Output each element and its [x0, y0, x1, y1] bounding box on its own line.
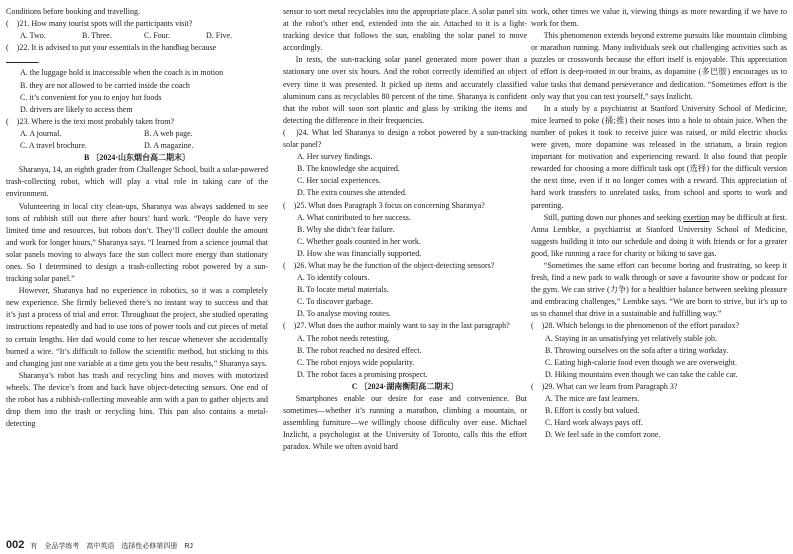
question-27-stem: ( )27. What does the author mainly want to say in the last paragraph? [283, 321, 510, 331]
question-25-stem: ( )25. What does Paragraph 3 focus on concerning Sharanya? [283, 200, 485, 210]
option-21-c[interactable]: C. Four. [144, 31, 171, 41]
page-footer [6, 539, 193, 551]
option-24-b[interactable]: B. The knowledge she acquired. [297, 164, 400, 174]
question-28-stem: ( )28. Which belongs to the phenomenon of the effort paradox? [531, 321, 740, 331]
question-23-options-row2 [6, 140, 268, 152]
option-25-c[interactable]: C. Whether goals counted in her work. [297, 236, 421, 246]
passage-c-paragraph-2: This phenomenon extends beyond extreme pursuits like mountain climbing or marathon running. Many individuals seek out challenging activities such as puzzles or crosswords because the effort itself is enjoyable. This appreciation of effort is deep-rooted in our brains, as dopamine (多巴胺) encourages us to value tasks that demand perseverance and dedication. “Sometimes effort is the only way that you can test yourself,” says Inzlicht. [531, 31, 787, 101]
passage-c-paragraph-3: In a study by a psychiatrist at Stanford University School of Medicine, mice learned to poke (捅;推) their noses into a hole to obtain juice. When the number of pokes it took to receive juice was raised, or mild electric shocks were given, more dopamine was released in the striatum, a brain region important for motivation and experiencing reward. It also found that people rewarded for choosing a more difficult task opt (选择) for the difficult version the next time, even if it no longer comes with a reward. This appreciation of hard work transfers to unrelated tasks, from school and sports to work and parenting. [531, 103, 787, 210]
option-29-b[interactable]: B. Effort is costly but valued. [545, 406, 640, 416]
option-29-d[interactable]: D. We feel safe in the comfort zone. [545, 430, 661, 440]
option-21-d[interactable]: D. Five. [206, 31, 232, 41]
question-23-stem: ( )23. Where is the text most probably taken from? [6, 116, 175, 126]
option-24-a[interactable]: A. Her survey findings. [297, 152, 373, 162]
option-21-b[interactable]: B. Three. [82, 31, 112, 41]
option-26-b[interactable]: B. To locate metal materials. [297, 285, 389, 295]
footer-text: 有 全品学练考 高中英语 选择性必修第四册 RJ [30, 543, 193, 550]
section-b-heading: B 〔2024·山东烟台高二期末〕 [83, 153, 190, 163]
section-c-heading: C 〔2024·湖南衡阳高二期末〕 [351, 381, 459, 391]
option-26-a[interactable]: A. To identify colours. [297, 273, 370, 283]
option-27-c[interactable]: C. The robot enjoys wide popularity. [297, 357, 415, 367]
option-25-d[interactable]: D. How she was financially supported. [297, 248, 422, 258]
passage-b-paragraph-3: However, Sharanya had no experience in robotics, so it was a completely new experience. She firmly believed there’s no instant way to success and that it’s just a process of trial and error. Throughout the project, she studied operating instructions repeatedly and had to use tons of power tools and cut pieces of metal to certain lengths. Her dad would come to her rescue whenever she accidentally burned a wire. “It’s difficult to follow the scientific method, but sticking to this and changing just one variable at a time gets you the best results,” Sharanya says. [6, 286, 268, 368]
option-24-d[interactable]: D. The extra courses she attended. [297, 188, 407, 198]
option-22-c[interactable]: C. it’s convenient for you to enjoy hot foods [20, 92, 162, 102]
passage-c-paragraph-5: “Sometimes the same effort can become boring and frustrating, so keep it fresh, find a new park to walk through or save a favourite show or podcast for the gym. We can strive (力争) for a healthier balance between seeking pleasure and embracing challenges,” Lembke says. “We are born to strive, but it’s up to us to channel that drive in a sustainable and fulfilling way.” [531, 260, 787, 319]
option-28-a[interactable]: A. Staying in an unsatisfying yet relatively stable job. [545, 333, 717, 343]
option-23-d[interactable]: D. A magazine. [144, 141, 194, 151]
question-24-stem: ( )24. What led Sharanya to design a robot powered by a sun-tracking solar panel? [283, 127, 527, 150]
passage-b-paragraph-4: Sharanya’s robot has trash and recycling bins and moves with motorized wheels. The device’s front and back have object-detecting sensors. One end of the robot has a rubbish-collecting moveable arm with a pan to gather objects and drop them into the trash or recycling bins. This pan also contains a metal-detecting [6, 370, 268, 429]
option-22-d[interactable]: D. drivers are likely to access them [20, 104, 133, 114]
passage-c-paragraph-1: Smartphones enable our desire for ease and convenience. But sometimes—whether it’s running a marathon, climbing a mountain, or assembling furniture—we willingly choose difficulty over ease. Michael Inzlicht, a psychologist at the University of Toronto, calls this the effort paradox. While we often avoid hard [283, 394, 527, 452]
option-27-d[interactable]: D. The robot faces a promising prospect. [297, 369, 428, 379]
passage-b-paragraph-2: Volunteering in local city clean-ups, Sharanya was always saddened to see tons of rubbish still out there after hours’ hard work. “People do have very limited time and resources, but robots don’t. They’ll collect double the amount and work for longer hours,” Sharanya says. “I learned from a science journal that solar panels moving to always face the sun collect more energy than stationary ones. So I determined to design a trash-collecting robot powered by a sun-tracking solar panel.” [6, 201, 268, 284]
option-26-c[interactable]: C. To discover garbage. [297, 297, 373, 307]
column-right [531, 6, 787, 441]
option-25-b[interactable]: B. Why she didn’t fear failure. [297, 224, 395, 234]
option-23-c[interactable]: C. A travel brochure. [20, 141, 87, 151]
passage-c-paragraph-4: Still, putting down our phones and seeking exertion may be difficult at first. Anna Lembke, a psychiatrist at Stanford University School of Medicine, suggests building it into our schedule and doing it with friends or for a greater good, like running a race for charity or biking to save gas. [531, 212, 788, 258]
option-25-a[interactable]: A. What contributed to her success. [297, 212, 411, 222]
option-21-a[interactable]: A. Two. [20, 31, 46, 41]
page-number: 002 [6, 539, 25, 551]
option-22-b[interactable]: B. they are not allowed to be carried inside the coach [20, 80, 190, 90]
passage-b-paragraph-1: Sharanya, 14, an eighth grader from Challenger School, built a solar-powered trash-collecting robot, which will play a vital role in taking care of the environment. [6, 165, 268, 199]
option-28-b[interactable]: B. Throwing ourselves on the sofa after a tiring workday. [545, 345, 729, 355]
option-26-d[interactable]: D. To analyse moving routes. [297, 309, 391, 319]
column-middle [283, 6, 527, 453]
option-22-a[interactable]: A. the luggage hold is inaccessible when the coach is in motion [20, 68, 224, 78]
option-24-c[interactable]: C. Her social experiences. [297, 176, 381, 186]
option-28-d[interactable]: D. Hiking mountains even though we can take the cable car. [545, 369, 738, 379]
option-23-a[interactable]: A. A journal. [20, 128, 62, 138]
answer-blank [6, 54, 38, 63]
underlined-word-exertion: exertion [683, 212, 710, 222]
passage-a-tail: Conditions before booking and travelling. [6, 7, 140, 16]
passage-b-paragraph-5: In tests, the sun-tracking solar panel generated more power than a stationary one over six hours. And the robot correctly identified an object every time it was presented. It picked up items and accurately classified aluminum cans as recyclables 80 percent of the time. Sharanya is confident that the robot will soon sort plastic and glass by striking the items and detecting the difference in their frequencies. [283, 55, 527, 125]
question-23-options-row1 [6, 128, 268, 140]
option-23-b[interactable]: B. A web page. [144, 128, 193, 138]
option-29-a[interactable]: A. The mice are fast learners. [545, 394, 640, 403]
question-29-stem: ( )29. What can we learn from Paragraph 3? [531, 381, 678, 391]
option-29-c[interactable]: C. Hard work always pays off. [545, 418, 643, 428]
option-27-b[interactable]: B. The robot reached no desired effect. [297, 345, 422, 355]
question-22-blank-line: . [6, 54, 268, 67]
passage-c-paragraph-1-cont: work, other times we value it, viewing things as more rewarding if we have to work for them. [531, 7, 787, 29]
question-26-stem: ( )26. What may be the function of the object-detecting sensors? [283, 260, 495, 270]
question-22-stem: ( )22. It is advised to put your essentials in the handbag because [6, 43, 217, 53]
passage-b-paragraph-4-cont: sensor to sort metal recyclables into the appropriate place. A solar panel sits at the robot’s other end, extended into the air. Attached to it is a light-tracking device that follows the sun, enabling the solar panel to move accordingly. [283, 7, 527, 53]
option-28-c[interactable]: C. Eating high-calorie food even though we are overweight. [545, 357, 737, 367]
question-21-stem: ( )21. How many tourist spots will the participants visit? [6, 19, 193, 29]
option-27-a[interactable]: A. The robot needs retesting. [297, 333, 390, 343]
question-21-options [6, 30, 268, 42]
column-left [6, 6, 268, 430]
